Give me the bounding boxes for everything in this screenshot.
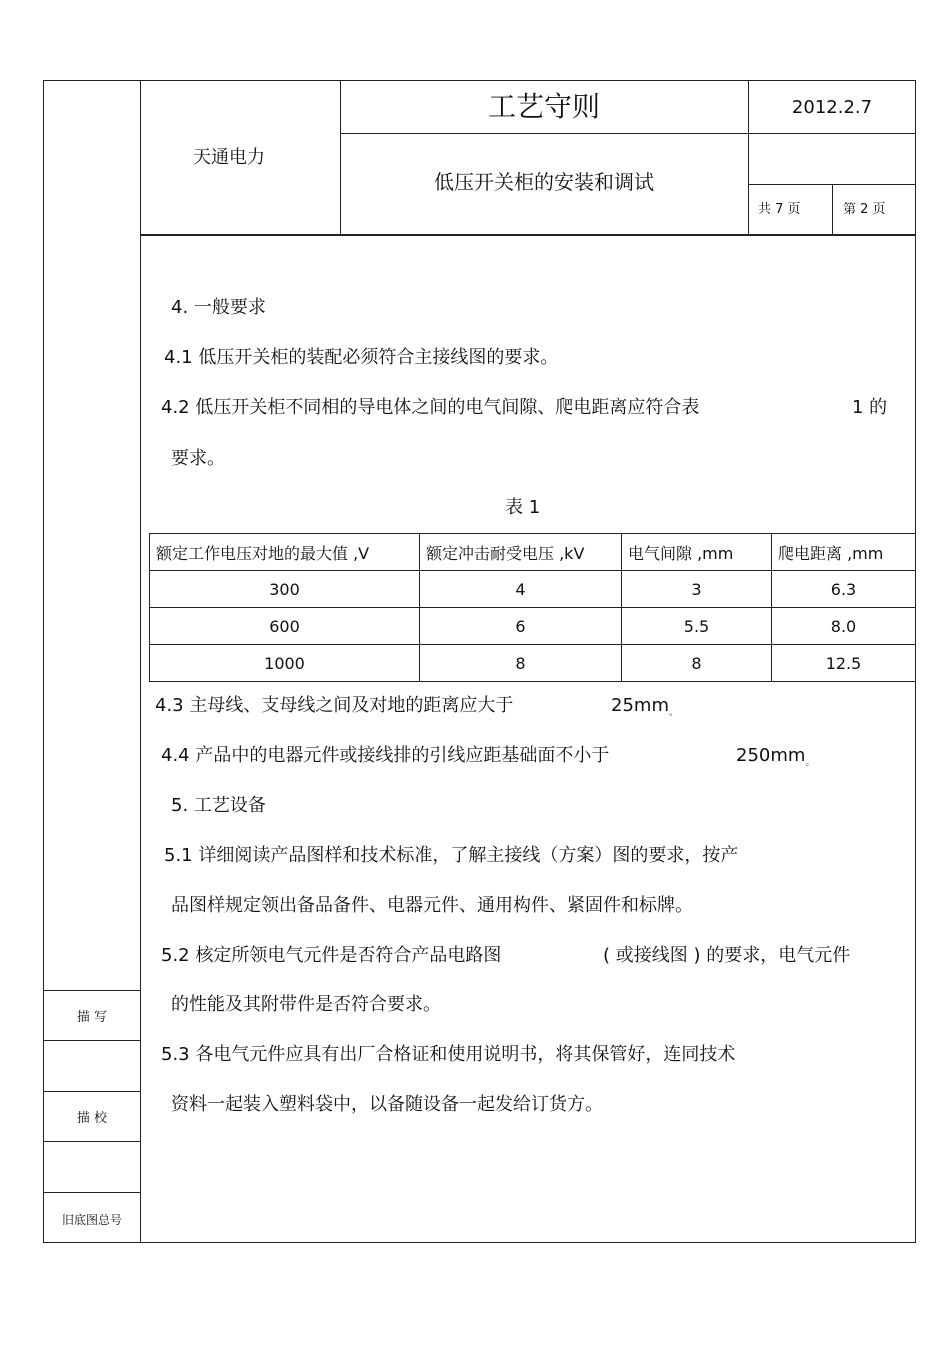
doc-title: 低压开关柜的安装和调试 xyxy=(434,170,654,194)
table-cell: 3 xyxy=(622,571,772,608)
clause-4-4: 4.4 产品中的电器元件或接线排的引线应距基础面不小于 xyxy=(161,745,610,766)
clause-4-2-table-ref: 1 的 xyxy=(852,397,888,418)
table-header-cell: 爬电距离 ,mm xyxy=(772,534,916,571)
clause-5-2-line1: 5.2 核定所领电气元件是否符合产品电路图 xyxy=(161,945,502,966)
header-bottom-line xyxy=(140,234,916,236)
side-line-3 xyxy=(43,1091,141,1092)
table-cell: 6.3 xyxy=(772,571,916,608)
table-header-cell: 额定工作电压对地的最大值 ,V xyxy=(150,534,420,571)
section-5-heading: 5. 工艺设备 xyxy=(171,795,266,816)
clause-4-3-period: 。 xyxy=(668,708,678,718)
table-row xyxy=(150,571,916,608)
table-header-row xyxy=(150,534,916,571)
check-label: 描 校 xyxy=(76,1111,108,1126)
clause-4-3-value-text: 25mm xyxy=(611,695,669,716)
table-cell: 600 xyxy=(150,608,420,645)
clause-4-4-value xyxy=(736,745,814,774)
total-pages: 共 7 页 xyxy=(758,202,801,217)
margin-divider xyxy=(140,80,141,1243)
side-line-2 xyxy=(43,1040,141,1041)
table-cell: 1000 xyxy=(150,645,420,682)
clause-4-1: 4.1 低压开关柜的装配必须符合主接线图的要求。 xyxy=(164,347,559,368)
clause-4-2-line1: 4.2 低压开关柜不同相的导电体之间的电气间隙、爬电距离应符合表 xyxy=(161,397,700,418)
side-line-5 xyxy=(43,1192,141,1193)
clause-5-1-line2: 品图样规定领出备品备件、电器元件、通用构件、紧固件和标牌。 xyxy=(171,895,693,916)
header-pages-divider xyxy=(832,184,833,235)
table-header-cell: 额定冲击耐受电压 ,kV xyxy=(420,534,622,571)
clearance-table xyxy=(149,533,916,682)
trace-label: 描 写 xyxy=(76,1010,108,1025)
table-cell: 8.0 xyxy=(772,608,916,645)
clause-5-3-line2: 资料一起装入塑料袋中，以备随设备一起发给订货方。 xyxy=(171,1094,603,1115)
clause-4-2-line2: 要求。 xyxy=(171,448,225,469)
page-number: 第 2 页 xyxy=(843,202,886,217)
table-cell: 300 xyxy=(150,571,420,608)
table-row xyxy=(150,608,916,645)
doc-type-title: 工艺守则 xyxy=(487,90,600,123)
table-header-cell: 电气间隙 ,mm xyxy=(622,534,772,571)
clause-5-1-line1: 5.1 详细阅读产品图样和技术标准，了解主接线（方案）图的要求，按产 xyxy=(164,845,739,866)
table-cell: 5.5 xyxy=(622,608,772,645)
clause-5-3-line1: 5.3 各电气元件应具有出厂合格证和使用说明书，将其保管好，连同技术 xyxy=(161,1044,736,1065)
table-cell: 6 xyxy=(420,608,622,645)
table-cell: 8 xyxy=(622,645,772,682)
clause-5-2-line2: 的性能及其附带件是否符合要求。 xyxy=(171,994,441,1015)
table-cell: 8 xyxy=(420,645,622,682)
doc-date: 2012.2.7 xyxy=(791,97,873,118)
clause-4-4-period: 。 xyxy=(805,758,815,768)
table-caption: 表 1 xyxy=(505,497,541,518)
table-row xyxy=(150,645,916,682)
company-name: 天通电力 xyxy=(193,147,265,168)
clause-5-2-paren: ( 或接线图 ) 的要求，电气元件 xyxy=(603,945,851,966)
old-drawing-number-label: 旧底图总号 xyxy=(61,1213,122,1227)
side-line-1 xyxy=(43,990,141,991)
table-cell: 12.5 xyxy=(772,645,916,682)
header-mid-line xyxy=(340,133,916,134)
clause-4-4-value-text: 250mm xyxy=(736,745,806,766)
clause-4-3-value xyxy=(611,695,678,724)
clause-4-3: 4.3 主母线、支母线之间及对地的距离应大于 xyxy=(155,695,514,716)
table-cell: 4 xyxy=(420,571,622,608)
section-4-heading: 4. 一般要求 xyxy=(171,297,266,318)
side-line-4 xyxy=(43,1141,141,1142)
